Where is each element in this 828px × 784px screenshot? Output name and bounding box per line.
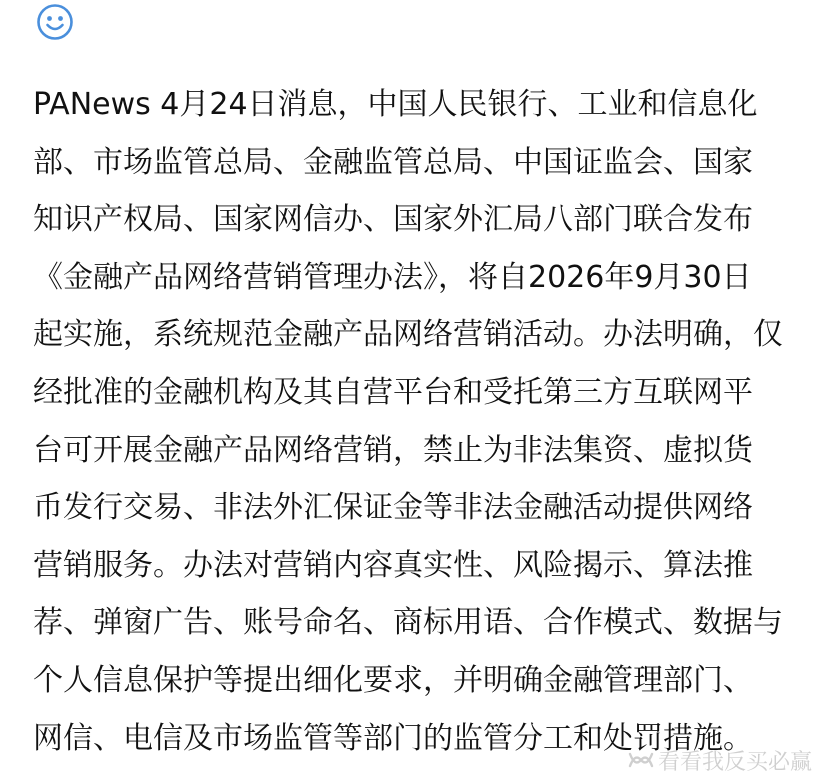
article-line: 荐、弹窗广告、账号命名、商标用语、合作模式、数据与 xyxy=(33,605,783,641)
watermark-text: 看看我反买必赢 xyxy=(657,749,812,775)
watermark xyxy=(628,743,812,777)
article-line: 币发行交易、非法外汇保证金等非法金融活动提供网络 xyxy=(33,490,753,526)
article-line: 个人信息保护等提出细化要求，并明确金融管理部门、 xyxy=(33,662,753,698)
article-line: 起实施，系统规范金融产品网络营销活动。办法明确，仅 xyxy=(33,317,783,353)
wechat-channel-icon xyxy=(628,750,654,770)
smiley-face-icon[interactable] xyxy=(36,3,74,41)
article-body xyxy=(33,76,798,767)
article-line: 台可开展金融产品网络营销，禁止为非法集资、虚拟货 xyxy=(33,432,753,468)
article-line: 网信、电信及市场监管等部门的监管分工和处罚措施。 xyxy=(33,720,753,756)
article-line: 营销服务。办法对营销内容真实性、风险揭示、算法推 xyxy=(33,547,753,583)
article-line: 经批准的金融机构及其自营平台和受托第三方互联网平 xyxy=(33,374,753,410)
article-line: PANews 4月24日消息，中国人民银行、工业和信息化 xyxy=(33,87,758,122)
article-line: 部、市场监管总局、金融监管总局、中国证监会、国家 xyxy=(33,144,753,180)
article-line: 知识产权局、国家网信办、国家外汇局八部门联合发布 xyxy=(33,202,753,238)
article-line: 《金融产品网络营销管理办法》，将自2026年9月30日 xyxy=(33,259,752,295)
